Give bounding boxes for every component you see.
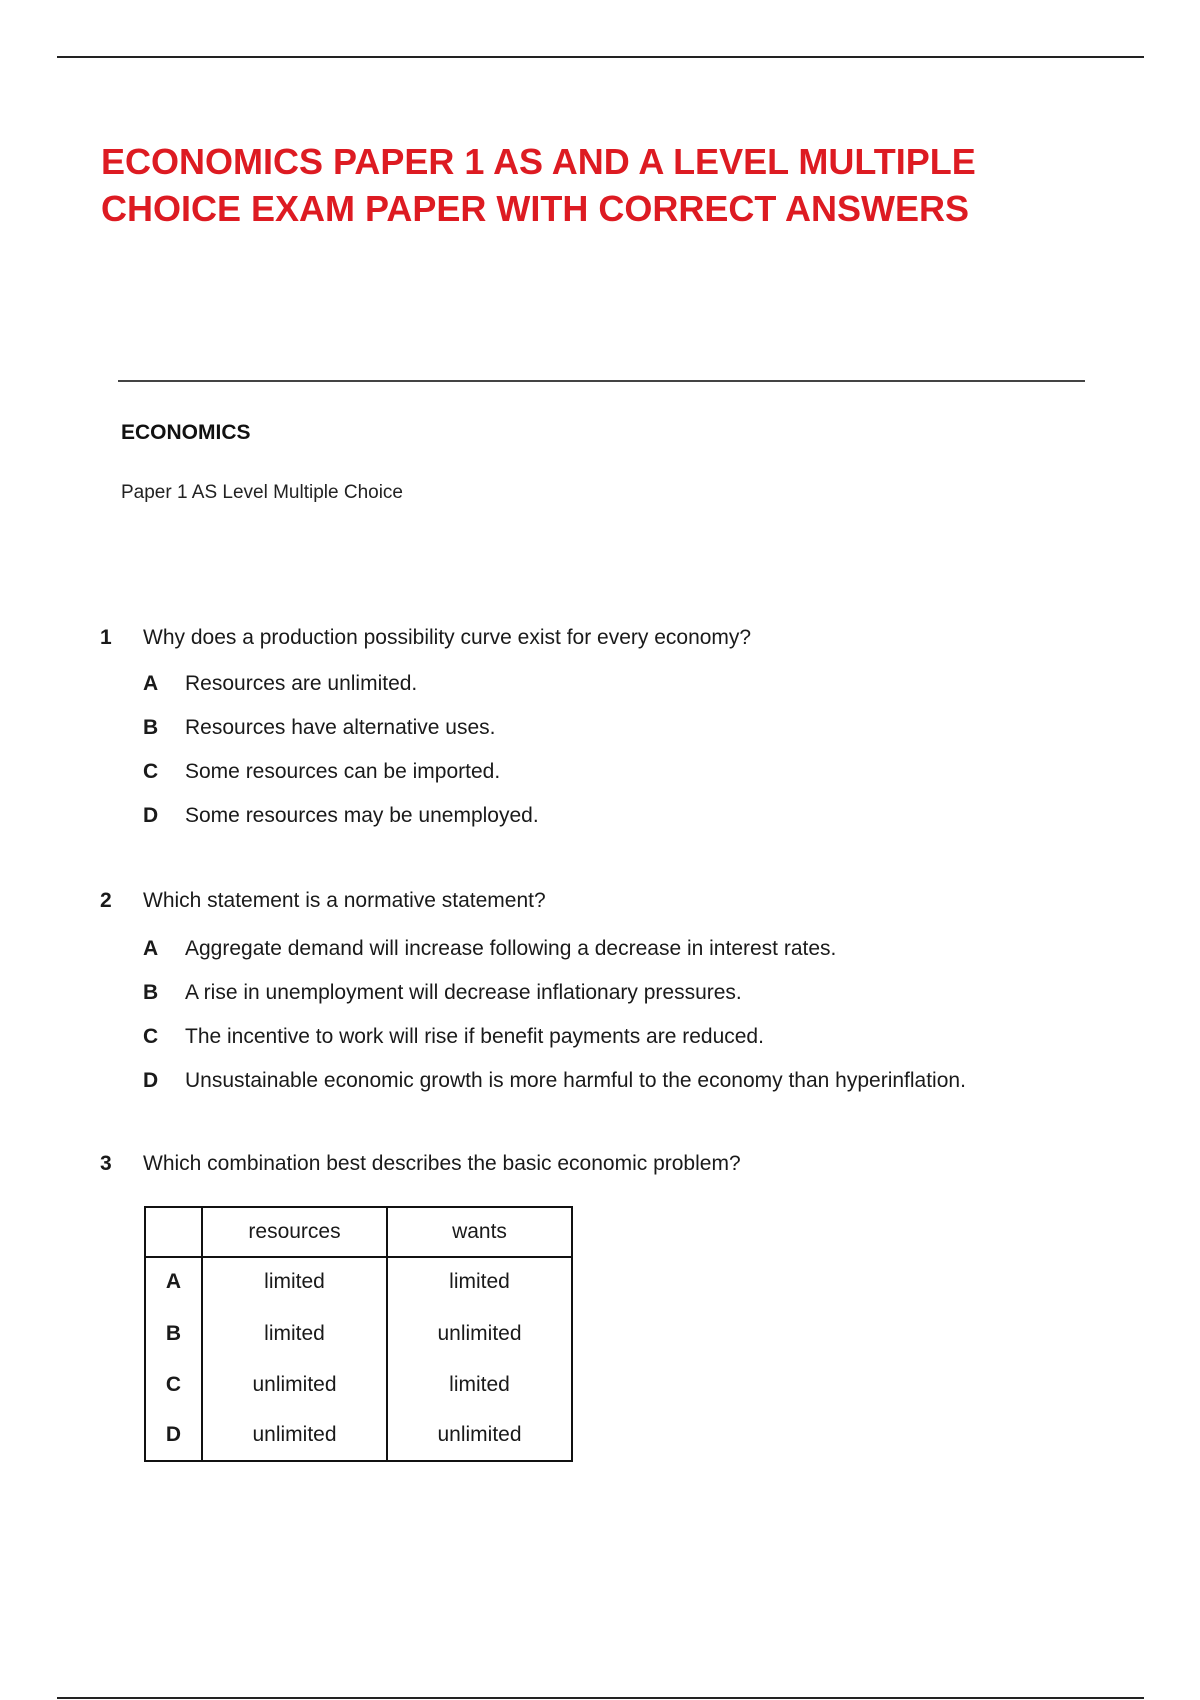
table-row [145, 1308, 572, 1359]
option-text: Resources have alternative uses. [185, 716, 496, 739]
row-letter: C [145, 1359, 202, 1410]
option-letter: D [143, 804, 159, 827]
option-c [100, 758, 1100, 802]
question-text: Which combination best describes the basic economic problem? [143, 1152, 741, 1175]
row-letter: D [145, 1410, 202, 1461]
question-number: 3 [100, 1152, 112, 1175]
bottom-divider [57, 1697, 1144, 1699]
option-a [100, 935, 1100, 979]
paper-subtitle: Paper 1 AS Level Multiple Choice [121, 482, 403, 503]
row-letter: B [145, 1308, 202, 1359]
title-line-2: CHOICE EXAM PAPER WITH CORRECT ANSWERS [101, 188, 970, 229]
option-letter: A [143, 672, 159, 695]
option-d [100, 802, 1100, 846]
option-letter: D [143, 1069, 159, 1092]
document-title [101, 138, 1101, 232]
option-letter: A [143, 937, 159, 960]
question-2 [100, 887, 1100, 1111]
wants-cell: unlimited [387, 1308, 572, 1359]
option-c [100, 1023, 1100, 1067]
option-b [100, 714, 1100, 758]
option-b [100, 979, 1100, 1023]
resources-cell: unlimited [202, 1359, 387, 1410]
top-divider [57, 56, 1144, 58]
table-header-blank [145, 1207, 202, 1257]
question-text: Why does a production possibility curve exist for every economy? [143, 626, 752, 649]
option-text: Aggregate demand will increase following a decrease in interest rates. [185, 937, 837, 960]
option-d [100, 1067, 1100, 1111]
option-text: Some resources may be unemployed. [185, 804, 539, 827]
title-line-1: ECONOMICS PAPER 1 AS AND A LEVEL MULTIPLE [101, 141, 976, 182]
table-row [145, 1410, 572, 1461]
wants-cell: limited [387, 1359, 572, 1410]
question-1 [100, 624, 1100, 846]
option-text: A rise in unemployment will decrease inflationary pressures. [185, 981, 742, 1004]
question-number: 2 [100, 889, 112, 912]
option-text: Unsustainable economic growth is more harmful to the economy than hyperinflation. [185, 1069, 966, 1092]
table-row [145, 1359, 572, 1410]
table-header-row [145, 1207, 572, 1257]
table-row [145, 1257, 572, 1308]
option-list [100, 935, 1100, 1111]
option-text: The incentive to work will rise if benefit payments are reduced. [185, 1025, 764, 1048]
question-number: 1 [100, 626, 112, 649]
combination-table [144, 1206, 573, 1462]
option-letter: C [143, 760, 159, 783]
section-divider [118, 380, 1085, 382]
subject-heading: ECONOMICS [121, 421, 251, 444]
option-list [100, 670, 1100, 846]
wants-cell: limited [387, 1257, 572, 1308]
resources-cell: limited [202, 1257, 387, 1308]
row-letter: A [145, 1257, 202, 1308]
option-text: Some resources can be imported. [185, 760, 501, 783]
table-header-wants: wants [387, 1207, 572, 1257]
option-letter: B [143, 981, 159, 1004]
question-3 [100, 1150, 1100, 1178]
option-a [100, 670, 1100, 714]
resources-cell: unlimited [202, 1410, 387, 1461]
option-letter: B [143, 716, 159, 739]
table-header-resources: resources [202, 1207, 387, 1257]
resources-cell: limited [202, 1308, 387, 1359]
wants-cell: unlimited [387, 1410, 572, 1461]
option-letter: C [143, 1025, 159, 1048]
question-text: Which statement is a normative statement? [143, 889, 546, 912]
option-text: Resources are unlimited. [185, 672, 418, 695]
